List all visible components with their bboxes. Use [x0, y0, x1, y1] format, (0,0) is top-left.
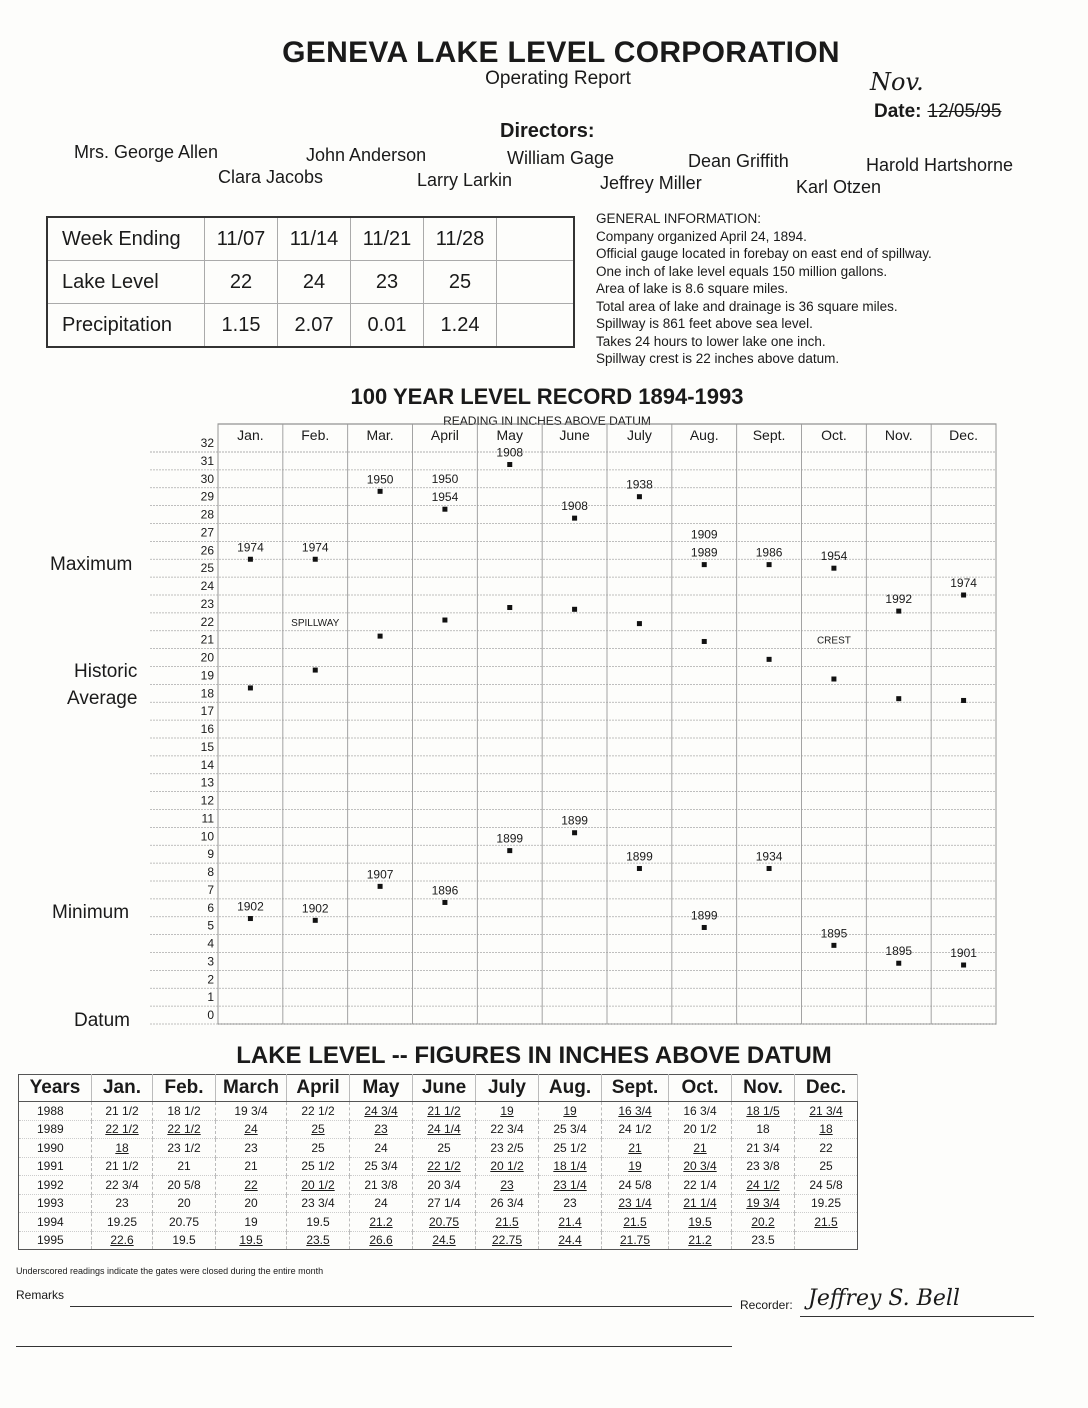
month-header: May	[350, 1075, 413, 1102]
info-line: Total area of lake and drainage is 36 square miles.	[596, 298, 898, 314]
minimum-year-label: 1899	[626, 849, 653, 864]
level-cell: 21	[602, 1139, 669, 1158]
minimum-year-label: 1899	[496, 831, 524, 846]
crest-annotation: CREST	[816, 635, 851, 647]
year-cell: 1994	[19, 1213, 92, 1232]
level-cell: 23.5	[732, 1231, 795, 1250]
table-row	[19, 1231, 858, 1250]
year-cell: 1989	[19, 1120, 92, 1139]
level-cell: 24 1/2	[732, 1176, 795, 1195]
level-cell: 23 1/4	[539, 1176, 602, 1195]
month-header: Jan.	[92, 1075, 153, 1102]
level-cell: 21 1/2	[413, 1102, 476, 1121]
maximum-year-label: 1974	[950, 576, 977, 590]
average-point	[572, 607, 577, 612]
director-name: Harold Hartshorne	[866, 155, 1014, 175]
report-subtitle: Operating Report	[485, 68, 631, 89]
director-name: Larry Larkin	[417, 170, 513, 190]
level-cell: 21 3/4	[732, 1139, 795, 1158]
maximum-year-label: 1909	[690, 527, 718, 542]
month-label: April	[430, 427, 459, 443]
level-cell: 18	[795, 1120, 858, 1139]
minimum-point	[831, 943, 836, 948]
level-cell: 23	[476, 1176, 539, 1195]
historic-label: Historic	[74, 661, 138, 682]
year-cell: 1990	[19, 1139, 92, 1158]
minimum-year-label: 1902	[237, 899, 264, 914]
level-cell: 19.5	[153, 1231, 216, 1250]
average-point	[313, 668, 318, 673]
director-name: Mrs. George Allen	[74, 142, 219, 162]
average-point	[702, 639, 707, 644]
level-cell: 20 1/2	[669, 1120, 732, 1139]
month-header: Sept.	[602, 1075, 669, 1102]
lake-level-value: 22	[205, 261, 278, 304]
recorder-line	[800, 1316, 1034, 1317]
level-cell: 21.5	[795, 1213, 858, 1232]
minimum-year-label: 1896	[431, 883, 459, 898]
year-cell: 1993	[19, 1194, 92, 1213]
level-cell: 24 1/2	[602, 1120, 669, 1139]
level-cell: 22 3/4	[92, 1176, 153, 1195]
minimum-point	[896, 961, 901, 966]
level-cell: 22 3/4	[476, 1120, 539, 1139]
maximum-point	[702, 562, 707, 567]
level-cell: 20 1/2	[476, 1157, 539, 1176]
minimum-point	[637, 866, 642, 871]
y-tick-label: 30	[200, 471, 214, 486]
month-label: Sept.	[752, 427, 786, 443]
level-cell: 19.5	[216, 1231, 287, 1250]
director-name: Clara Jacobs	[218, 167, 324, 187]
table-row	[19, 1157, 858, 1176]
level-cell: 24	[350, 1194, 413, 1213]
minimum-point	[702, 925, 707, 930]
y-tick-label: 22	[200, 614, 214, 629]
y-tick-label: 12	[200, 793, 214, 808]
level-cell: 24.4	[539, 1231, 602, 1250]
y-tick-label: 24	[200, 579, 214, 594]
info-line: One inch of lake level equals 150 million gallons.	[596, 263, 888, 279]
level-cell: 23.5	[287, 1231, 350, 1250]
level-cell: 19.25	[795, 1194, 858, 1213]
remarks-line-2[interactable]	[16, 1346, 732, 1347]
level-cell: 19	[602, 1157, 669, 1176]
level-cell: 23	[92, 1194, 153, 1213]
minimum-point	[961, 963, 966, 968]
level-cell: 19	[476, 1102, 539, 1121]
level-cell: 23	[539, 1194, 602, 1213]
info-line: Area of lake is 8.6 square miles.	[596, 281, 789, 296]
level-cell: 21 1/2	[92, 1102, 153, 1121]
maximum-year-label: 1974	[301, 540, 329, 555]
level-cell: 21.5	[602, 1213, 669, 1232]
level-cell: 25	[287, 1139, 350, 1158]
level-cell: 25 1/2	[539, 1139, 602, 1158]
month-label: July	[626, 427, 652, 443]
month-header: Feb.	[153, 1075, 216, 1102]
y-tick-label: 14	[200, 757, 214, 772]
week-ending-value: 11/07	[205, 217, 278, 261]
recorder-signature: Jeffrey S. Bell	[808, 1286, 960, 1311]
level-cell: 21.2	[350, 1213, 413, 1232]
maximum-point	[378, 489, 383, 494]
level-cell: 25 1/2	[287, 1157, 350, 1176]
table-row	[19, 1120, 858, 1139]
level-cell: 21.5	[476, 1213, 539, 1232]
y-tick-label: 31	[200, 453, 214, 468]
level-cell: 25 3/4	[539, 1120, 602, 1139]
week-ending-value: 11/28	[424, 217, 497, 261]
y-tick-label: 13	[200, 775, 214, 790]
level-cell: 25	[795, 1157, 858, 1176]
level-cell: 24 5/8	[795, 1176, 858, 1195]
y-tick-label: 4	[207, 936, 214, 951]
minimum-year-label: 1895	[885, 944, 913, 959]
average-point	[378, 634, 383, 639]
level-cell: 21.4	[539, 1213, 602, 1232]
average-point	[896, 696, 901, 701]
y-tick-label: 17	[200, 704, 214, 719]
row-label: Precipitation	[47, 304, 205, 348]
row-label: Week Ending	[47, 217, 205, 261]
chart-subtitle: READING IN INCHES ABOVE DATUM	[443, 414, 651, 428]
minimum-point	[767, 866, 772, 871]
y-tick-label: 8	[207, 865, 214, 880]
y-tick-label: 11	[201, 811, 214, 826]
level-cell: 23	[216, 1139, 287, 1158]
level-cell: 22 1/4	[669, 1176, 732, 1195]
y-tick-label: 9	[207, 847, 214, 862]
level-cell: 20 5/8	[153, 1176, 216, 1195]
info-line: Spillway crest is 22 inches above datum.	[596, 351, 840, 366]
maximum-year-label: 1992	[885, 592, 913, 607]
table-row	[19, 1102, 858, 1121]
director-name: Dean Griffith	[688, 151, 789, 171]
level-cell: 18 1/4	[539, 1157, 602, 1176]
maximum-label: Maximum	[50, 554, 133, 575]
remarks-line[interactable]	[70, 1306, 732, 1307]
minimum-point	[313, 918, 318, 923]
precipitation-value: 0.01	[351, 304, 424, 348]
month-label: Mar.	[366, 427, 394, 443]
level-cell: 23 2/5	[476, 1139, 539, 1158]
level-cell: 21 1/4	[669, 1194, 732, 1213]
y-tick-label: 6	[207, 900, 214, 915]
level-cell: 18 1/5	[732, 1102, 795, 1121]
level-cell: 21 3/8	[350, 1176, 413, 1195]
minimum-point	[378, 884, 383, 889]
maximum-point	[637, 494, 642, 499]
footnote: Underscored readings indicate the gates were closed during the entire month	[16, 1266, 324, 1276]
month-label: Oct.	[821, 427, 847, 443]
minimum-point	[442, 900, 447, 905]
week-ending-value: 11/14	[278, 217, 351, 261]
info-line: Company organized April 24, 1894.	[596, 228, 807, 244]
lake-level-value: 23	[351, 261, 424, 304]
precipitation-value: 2.07	[278, 304, 351, 348]
level-cell: 18	[732, 1120, 795, 1139]
maximum-year-label: 1950	[431, 472, 459, 487]
level-cell: 20.75	[413, 1213, 476, 1232]
level-cell: 21	[153, 1157, 216, 1176]
minimum-year-label: 1934	[755, 849, 783, 864]
level-cell: 25	[413, 1139, 476, 1158]
level-cell: 22 1/2	[153, 1120, 216, 1139]
precipitation-value: 1.24	[424, 304, 497, 348]
month-header: Oct.	[669, 1075, 732, 1102]
level-cell: 25	[287, 1120, 350, 1139]
lake-level-value: 25	[424, 261, 497, 304]
level-cell: 24 5/8	[602, 1176, 669, 1195]
y-tick-label: 25	[200, 561, 214, 576]
month-label: Feb.	[301, 427, 330, 443]
level-cell: 20.2	[732, 1213, 795, 1232]
level-cell: 18	[92, 1139, 153, 1158]
level-cell: 27 1/4	[413, 1194, 476, 1213]
director-name: John Anderson	[306, 145, 427, 165]
y-tick-label: 20	[200, 650, 214, 665]
average-point	[507, 605, 512, 610]
y-tick-label: 29	[200, 489, 214, 504]
level-cell: 23 3/4	[287, 1194, 350, 1213]
minimum-year-label: 1907	[366, 867, 394, 882]
month-header: Aug.	[539, 1075, 602, 1102]
month-label: Jan.	[237, 427, 264, 443]
lake-level-figures-table	[18, 1074, 858, 1250]
y-tick-label: 16	[200, 722, 214, 737]
average-point	[961, 698, 966, 703]
maximum-year-label: 1950	[366, 472, 394, 487]
level-cell: 19 3/4	[732, 1194, 795, 1213]
level-cell: 22	[795, 1139, 858, 1158]
level-cell: 22 1/2	[413, 1157, 476, 1176]
y-tick-label: 32	[200, 436, 214, 451]
level-cell: 23 1/2	[153, 1139, 216, 1158]
datum-label: Datum	[74, 1010, 130, 1031]
maximum-year-label: 1908	[496, 445, 524, 460]
month-label: Dec.	[949, 427, 978, 443]
level-cell: 21 3/4	[795, 1102, 858, 1121]
level-cell: 20	[216, 1194, 287, 1213]
month-header: June	[413, 1075, 476, 1102]
average-point	[831, 677, 836, 682]
row-label: Lake Level	[47, 261, 205, 304]
y-tick-label: 15	[200, 739, 214, 754]
info-line: Takes 24 hours to lower lake one inch.	[596, 333, 826, 349]
level-cell: 20 1/2	[287, 1176, 350, 1195]
level-cell: 19.5	[287, 1213, 350, 1232]
year-cell: 1988	[19, 1102, 92, 1121]
y-tick-label: 21	[200, 632, 214, 647]
minimum-label: Minimum	[52, 902, 130, 923]
table-row	[19, 1213, 858, 1232]
maximum-year-label: 1974	[237, 540, 264, 555]
month-label: June	[559, 427, 590, 443]
info-line: Spillway is 861 feet above sea level.	[596, 316, 813, 331]
table-header-row	[19, 1075, 858, 1102]
report-title: GENEVA LAKE LEVEL CORPORATION	[282, 36, 840, 69]
maximum-point	[572, 516, 577, 521]
minimum-year-label: 1899	[561, 813, 588, 828]
level-cell: 19 3/4	[216, 1102, 287, 1121]
maximum-point	[896, 609, 901, 614]
minimum-point	[507, 848, 512, 853]
level-cell: 23 1/4	[602, 1194, 669, 1213]
y-tick-label: 28	[200, 507, 214, 522]
y-tick-label: 19	[200, 668, 214, 683]
years-header: Years	[19, 1075, 92, 1102]
average-point	[442, 618, 447, 623]
director-name: Jeffrey Miller	[600, 173, 702, 193]
recorder-label: Recorder:	[740, 1298, 793, 1312]
level-cell: 24	[350, 1139, 413, 1158]
maximum-year-label: 1954	[431, 490, 459, 505]
lake-level-value: 24	[278, 261, 351, 304]
level-cell: 20 3/4	[669, 1157, 732, 1176]
figures-title: LAKE LEVEL -- FIGURES IN INCHES ABOVE DATUM	[236, 1042, 832, 1069]
maximum-point	[442, 507, 447, 512]
table-row	[19, 1139, 858, 1158]
level-cell: 24 1/4	[413, 1120, 476, 1139]
month-header: March	[216, 1075, 287, 1102]
director-name: William Gage	[507, 148, 615, 168]
y-tick-label: 1	[207, 990, 214, 1005]
level-cell: 24.5	[413, 1231, 476, 1250]
y-tick-label: 0	[207, 1008, 214, 1023]
level-cell: 18 1/2	[153, 1102, 216, 1121]
maximum-year-label: 1938	[626, 477, 653, 492]
level-cell: 25 3/4	[350, 1157, 413, 1176]
level-cell: 20 3/4	[413, 1176, 476, 1195]
level-cell: 21.75	[602, 1231, 669, 1250]
directors-heading: Directors:	[500, 120, 595, 142]
date-label: Date:	[874, 101, 922, 122]
y-tick-label: 10	[200, 829, 214, 844]
level-cell: 19.25	[92, 1213, 153, 1232]
y-tick-label: 3	[207, 954, 214, 969]
table-row	[19, 1176, 858, 1195]
month-header: April	[287, 1075, 350, 1102]
director-name: Karl Otzen	[796, 177, 882, 197]
level-cell: 19	[539, 1102, 602, 1121]
minimum-year-label: 1902	[301, 901, 329, 916]
maximum-year-label: 1954	[820, 549, 848, 564]
minimum-year-label: 1901	[950, 946, 977, 961]
year-cell: 1991	[19, 1157, 92, 1176]
level-cell: 20.75	[153, 1213, 216, 1232]
info-line: Official gauge located in forebay on east end of spillway.	[596, 246, 932, 261]
average-point	[767, 657, 772, 662]
maximum-year-label: 1986	[755, 545, 783, 560]
level-cell: 26 3/4	[476, 1194, 539, 1213]
level-cell: 21	[669, 1139, 732, 1158]
date-value: 12/05/95	[927, 101, 1002, 122]
level-cell: 26.6	[350, 1231, 413, 1250]
month-label: May	[496, 427, 523, 443]
average-point	[248, 685, 253, 690]
remarks-label: Remarks	[16, 1288, 65, 1302]
y-tick-label: 18	[200, 686, 214, 701]
maximum-point	[507, 462, 512, 467]
month-header: Dec.	[795, 1075, 858, 1102]
maximum-point	[767, 562, 772, 567]
level-cell: 19	[216, 1213, 287, 1232]
y-tick-label: 7	[207, 882, 214, 897]
precipitation-value: 1.15	[205, 304, 278, 348]
level-cell: 24	[216, 1120, 287, 1139]
maximum-point	[248, 557, 253, 562]
maximum-year-label: 1989	[690, 545, 718, 560]
y-tick-label: 27	[200, 525, 214, 540]
month-header: Nov.	[732, 1075, 795, 1102]
y-tick-label: 23	[200, 596, 214, 611]
level-cell: 16 3/4	[669, 1102, 732, 1121]
y-tick-label: 5	[207, 918, 214, 933]
level-cell: 20	[153, 1194, 216, 1213]
level-cell: 16 3/4	[602, 1102, 669, 1121]
average-label: Average	[67, 688, 138, 709]
week-ending-value: 11/21	[351, 217, 424, 261]
level-cell: 21 1/2	[92, 1157, 153, 1176]
minimum-year-label: 1899	[690, 908, 718, 923]
minimum-point	[572, 830, 577, 835]
handwritten-month: Nov.	[870, 68, 924, 96]
month-label: Aug.	[689, 427, 719, 443]
year-cell: 1992	[19, 1176, 92, 1195]
level-cell: 22 1/2	[92, 1120, 153, 1139]
month-header: July	[476, 1075, 539, 1102]
general-information-heading: GENERAL INFORMATION:	[596, 211, 762, 226]
average-point	[637, 621, 642, 626]
level-cell: 23 3/8	[732, 1157, 795, 1176]
spillway-annotation: SPILLWAY	[291, 617, 340, 629]
level-cell: 23	[350, 1120, 413, 1139]
level-cell: 22	[216, 1176, 287, 1195]
minimum-point	[248, 916, 253, 921]
minimum-year-label: 1895	[820, 926, 848, 941]
y-tick-label: 2	[207, 972, 214, 987]
maximum-point	[961, 593, 966, 598]
level-cell: 21	[216, 1157, 287, 1176]
maximum-point	[313, 557, 318, 562]
chart-title: 100 YEAR LEVEL RECORD 1894-1993	[350, 384, 744, 409]
level-cell	[795, 1231, 858, 1250]
level-cell: 22.6	[92, 1231, 153, 1250]
y-tick-label: 26	[200, 543, 214, 558]
maximum-year-label: 1908	[561, 499, 588, 514]
level-cell: 21.2	[669, 1231, 732, 1250]
level-cell: 22.75	[476, 1231, 539, 1250]
year-cell: 1995	[19, 1231, 92, 1250]
level-cell: 19.5	[669, 1213, 732, 1232]
level-cell: 22 1/2	[287, 1102, 350, 1121]
month-label: Nov.	[884, 427, 913, 443]
level-cell: 24 3/4	[350, 1102, 413, 1121]
maximum-point	[831, 566, 836, 571]
table-row	[19, 1194, 858, 1213]
